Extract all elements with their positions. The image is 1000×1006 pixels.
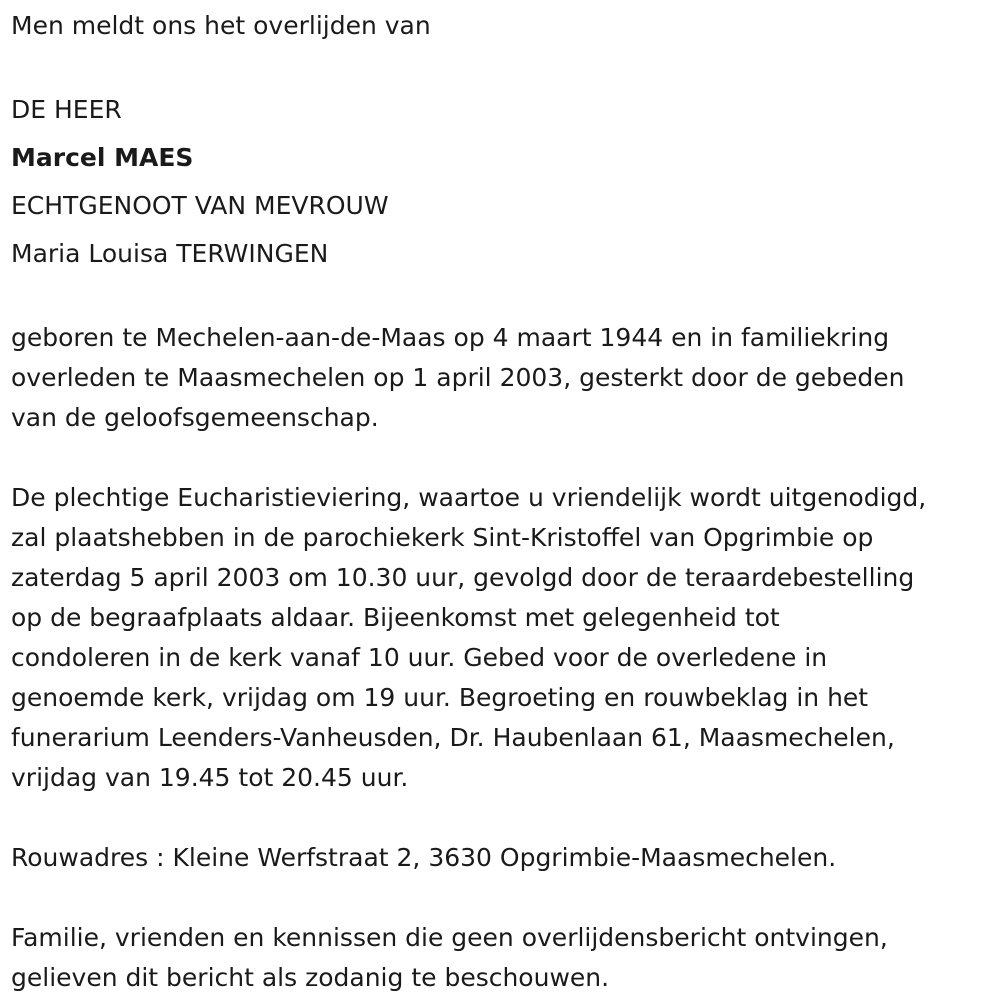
- paragraph-line: van de geloofsgemeenschap.: [11, 403, 379, 432]
- mourning-address: Rouwadres : Kleine Werfstraat 2, 3630 Opgrimbie-Maasmechelen.: [11, 843, 837, 872]
- paragraph-line: vrijdag van 19.45 tot 20.45 uur.: [11, 763, 409, 792]
- spouse-name: Maria Louisa TERWINGEN: [11, 239, 329, 268]
- spacer: [11, 798, 991, 838]
- deceased-relation: ECHTGENOOT VAN MEVROUW: [11, 191, 389, 220]
- paragraph-line: op de begraafplaats aldaar. Bijeenkomst met gelegenheid tot: [11, 603, 780, 632]
- ceremony-paragraph: [11, 478, 991, 798]
- spacer: [11, 438, 991, 478]
- paragraph-line: zal plaatshebben in de parochiekerk Sint-Kristoffel van Opgrimbie op: [11, 523, 874, 552]
- paragraph-line: geboren te Mechelen-aan-de-Maas op 4 maart 1944 en in familiekring: [11, 323, 890, 352]
- paragraph-line: overleden te Maasmechelen op 1 april 2003, gesterkt door de gebeden: [11, 363, 905, 392]
- paragraph-line: zaterdag 5 april 2003 om 10.30 uur, gevolgd door de teraardebestelling: [11, 563, 915, 592]
- paragraph-line: condoleren in de kerk vanaf 10 uur. Gebed voor de overledene in: [11, 643, 828, 672]
- spacer: [11, 278, 991, 318]
- deceased-block: [11, 86, 991, 278]
- paragraph-line: Familie, vrienden en kennissen die geen overlijdensbericht ontvingen,: [11, 923, 888, 952]
- closing-paragraph: [11, 918, 991, 998]
- spacer: [11, 46, 991, 86]
- deceased-name: Marcel MAES: [11, 143, 194, 172]
- obituary-notice: [11, 6, 991, 998]
- paragraph-line: gelieven dit bericht als zodanig te beschouwen.: [11, 963, 610, 992]
- deceased-title: DE HEER: [11, 95, 122, 124]
- birth-death-paragraph: [11, 318, 991, 438]
- spacer: [11, 878, 991, 918]
- paragraph-line: De plechtige Eucharistieviering, waartoe u vriendelijk wordt uitgenodigd,: [11, 483, 927, 512]
- intro-text: Men meldt ons het overlijden van: [11, 11, 431, 40]
- paragraph-line: genoemde kerk, vrijdag om 19 uur. Begroeting en rouwbeklag in het: [11, 683, 869, 712]
- paragraph-line: funerarium Leenders-Vanheusden, Dr. Haubenlaan 61, Maasmechelen,: [11, 723, 895, 752]
